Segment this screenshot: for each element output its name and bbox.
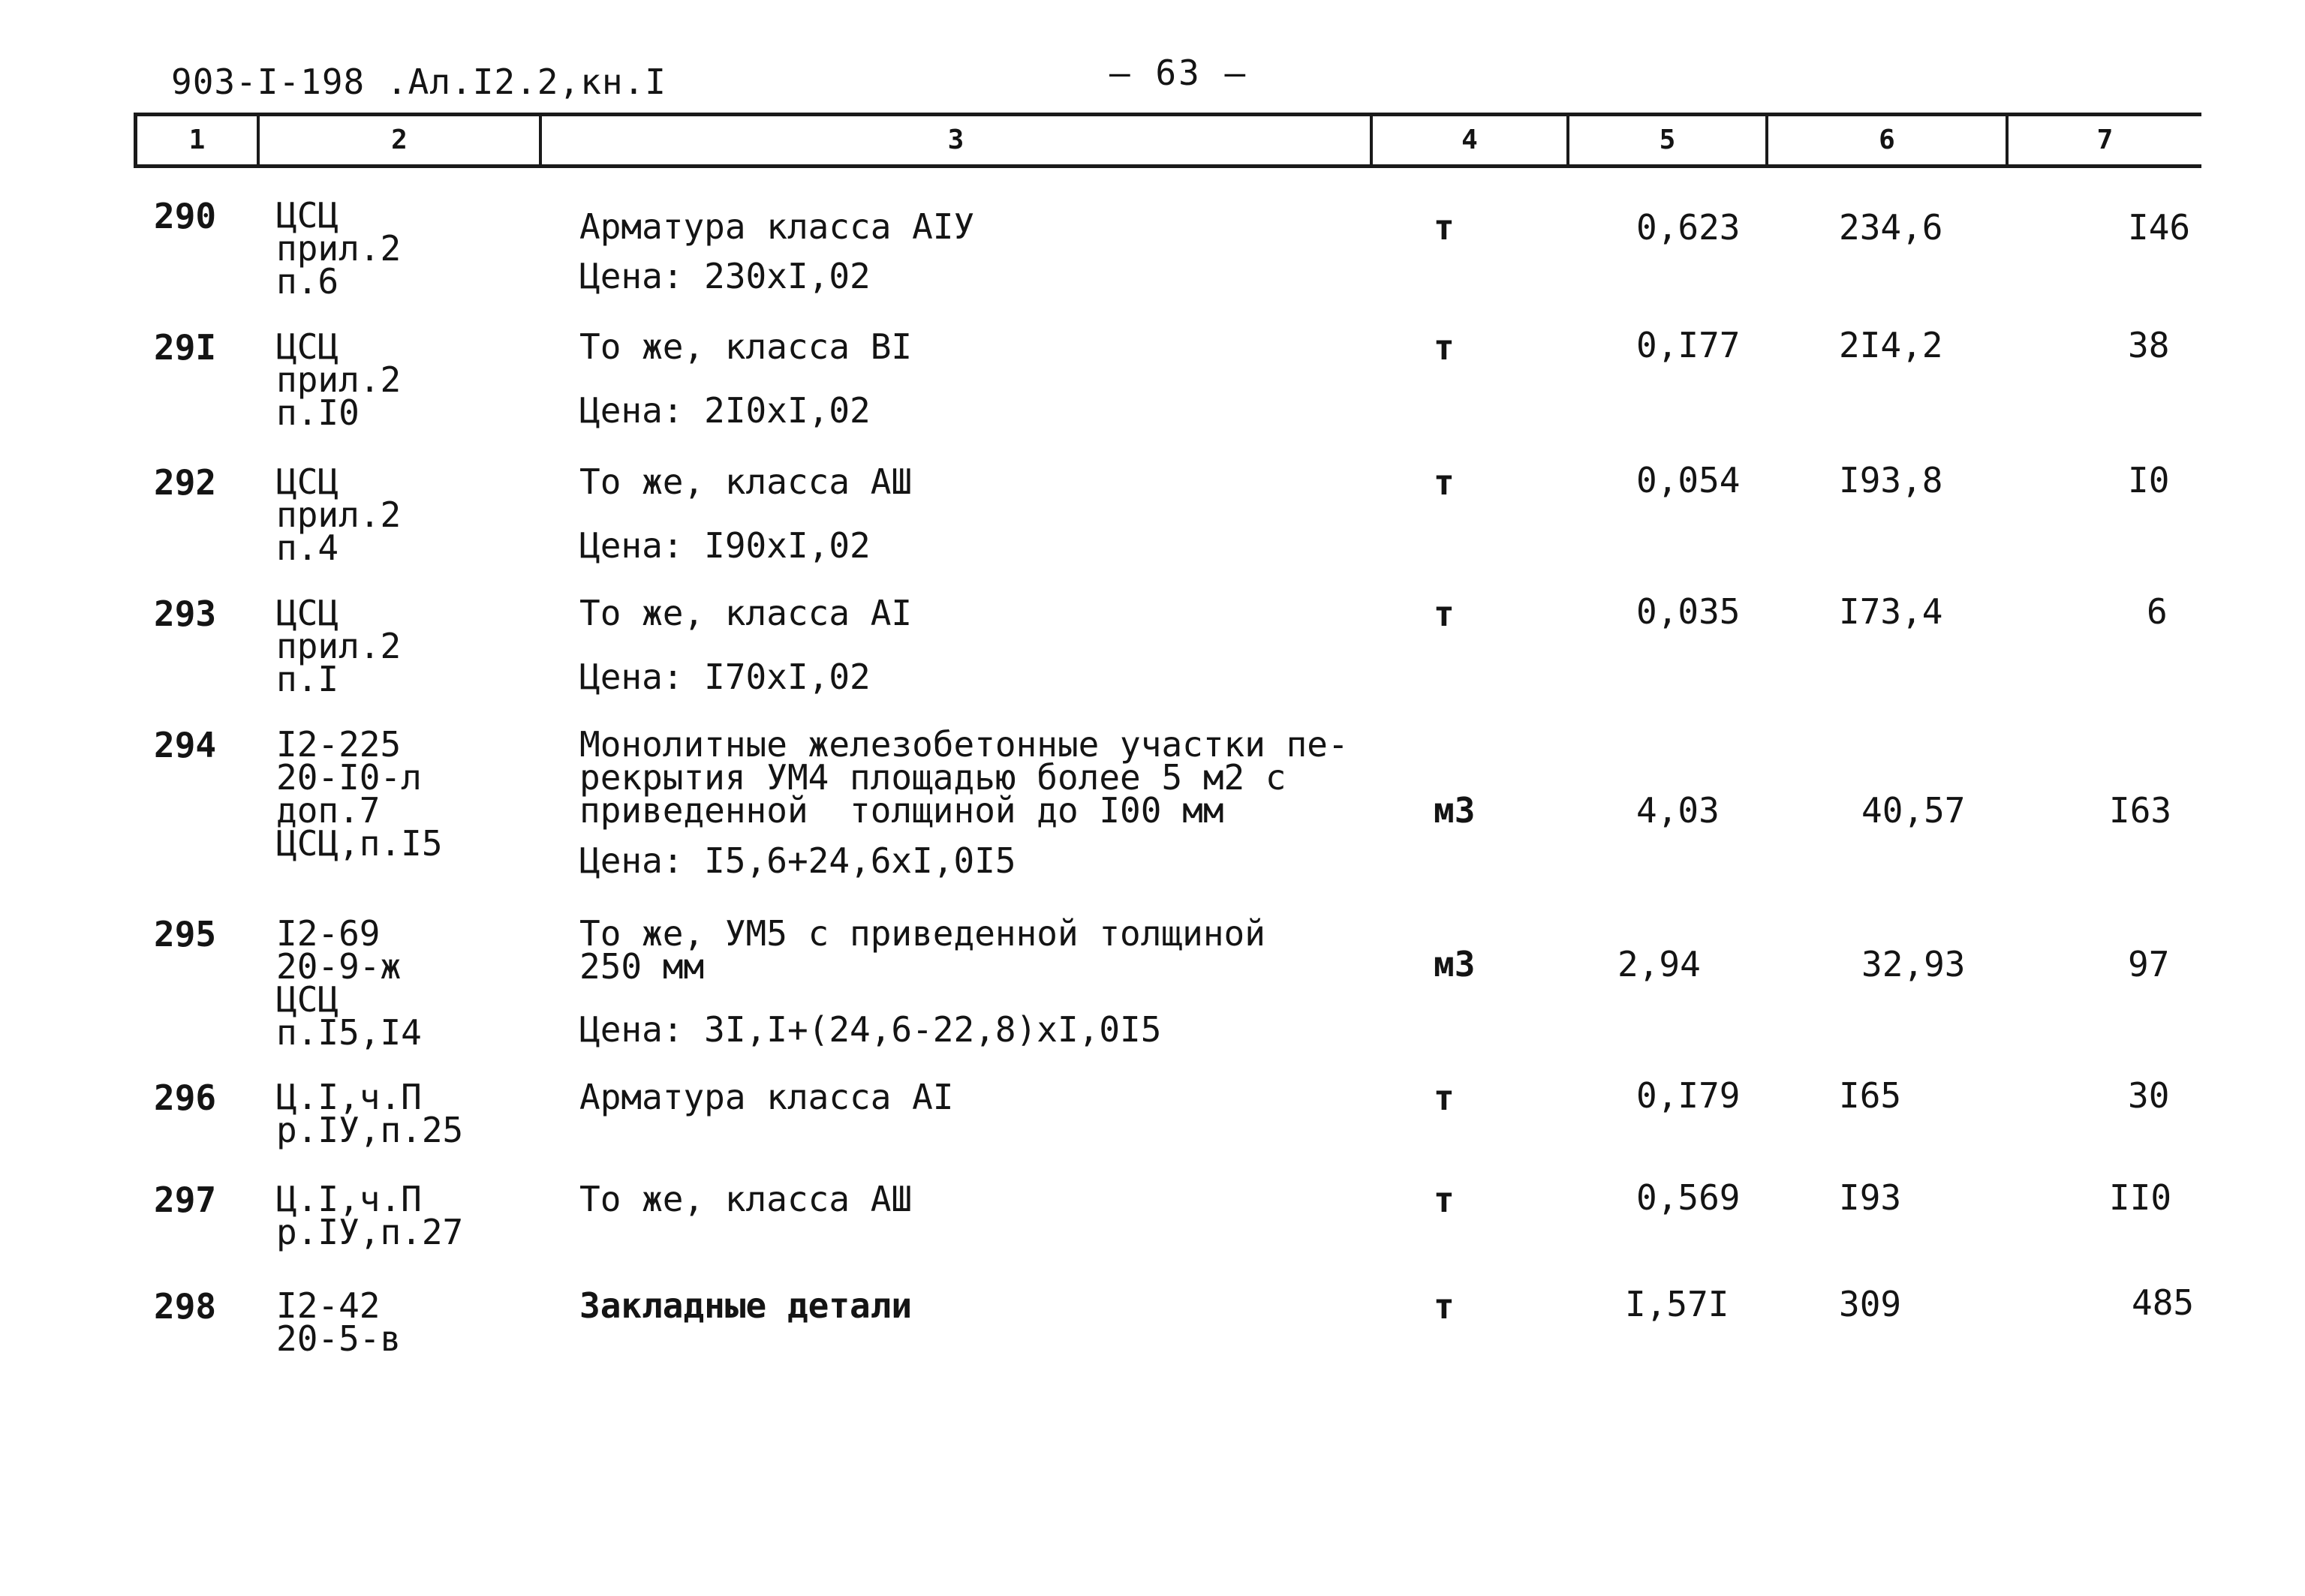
row-unit: т (1434, 327, 1455, 368)
row-price-formula: Цена: 3I,I+(24,6-22,8)xI,0I5 (579, 1009, 1162, 1050)
document-code: 903-I-198 .Ал.I2.2,кн.I (171, 62, 667, 102)
row-total: 38 (2128, 325, 2170, 365)
column-header-4: 4 (1373, 116, 1569, 164)
row-unit: т (1434, 1286, 1455, 1327)
row-reference: Ц.I,ч.П р.IУ,п.25 (276, 1077, 464, 1150)
row-total: 97 (2128, 944, 2170, 984)
row-total: 6 (2147, 591, 2168, 632)
row-number: 298 (154, 1286, 217, 1327)
row-price-formula: Цена: I90xI,02 (579, 525, 871, 566)
row-price-formula: Цена: 2I0xI,02 (579, 390, 871, 431)
row-unit: т (1434, 462, 1455, 503)
page-number: — 63 — (1109, 53, 1248, 93)
row-unit-price: 2I4,2 (1839, 325, 1943, 365)
row-unit: м3 (1434, 944, 1476, 984)
row-unit-price: I93 (1839, 1177, 1902, 1218)
row-quantity: 0,623 (1636, 207, 1741, 248)
row-quantity: 0,569 (1636, 1177, 1741, 1218)
row-unit-price: I93,8 (1839, 460, 1943, 500)
row-unit: т (1434, 1078, 1455, 1118)
column-header-6: 6 (1768, 116, 2009, 164)
row-reference: ЦСЦ прил.2 п.6 (276, 195, 402, 302)
column-header-2: 2 (260, 116, 542, 164)
row-reference: ЦСЦ прил.2 п.I0 (276, 326, 402, 433)
column-header-3: 3 (542, 116, 1373, 164)
row-description: То же, УМ5 с приведенной толщиной 250 мм (579, 913, 1265, 987)
row-unit: м3 (1434, 790, 1476, 831)
row-unit: т (1434, 1180, 1455, 1220)
column-header-5: 5 (1569, 116, 1768, 164)
row-description: То же, класса AШ (579, 1179, 913, 1219)
row-number: 294 (154, 725, 217, 765)
row-description: То же, класса AI (579, 593, 913, 633)
row-unit-price: I73,4 (1839, 591, 1943, 632)
row-total: I46 (2128, 207, 2191, 248)
row-number: 293 (154, 594, 217, 634)
row-reference: ЦСЦ прил.2 п.I (276, 593, 402, 699)
row-unit-price: 32,93 (1861, 944, 1966, 984)
row-quantity: 0,I79 (1636, 1075, 1741, 1116)
row-description: Монолитные железобетонные участки пе- рекрытия УМ4 площадью более 5 м2 с приведенной толщиной до I00 мм (579, 724, 1349, 831)
row-unit-price: I65 (1839, 1075, 1902, 1116)
column-header-1: 1 (137, 116, 260, 164)
row-quantity: 2,94 (1617, 944, 1701, 984)
row-unit-price: 309 (1839, 1284, 1902, 1324)
table-header-row (134, 113, 2201, 168)
row-description: Арматура класса AI (579, 1077, 954, 1117)
row-price-formula: Цена: I5,6+24,6xI,0I5 (579, 840, 1016, 881)
row-description: То же, класса BI (579, 326, 913, 367)
row-number: 295 (154, 914, 217, 954)
row-reference: ЦСЦ прил.2 п.4 (276, 461, 402, 568)
row-quantity: 0,035 (1636, 591, 1741, 632)
row-description: Закладные детали (579, 1285, 913, 1326)
row-reference: I2-69 20-9-ж ЦСЦ п.I5,I4 (276, 913, 422, 1053)
row-unit: т (1434, 207, 1455, 248)
row-reference: I2-225 20-I0-л доп.7 ЦСЦ,п.I5 (276, 724, 443, 864)
row-reference: I2-42 20-5-в (276, 1285, 402, 1359)
row-price-formula: Цена: 230xI,02 (579, 256, 871, 296)
row-quantity: 0,I77 (1636, 325, 1741, 365)
row-price-formula: Цена: I70xI,02 (579, 657, 871, 697)
row-number: 290 (154, 196, 217, 236)
row-unit: т (1434, 594, 1455, 634)
row-total: 485 (2132, 1282, 2195, 1323)
row-total: 30 (2128, 1075, 2170, 1116)
row-description: То же, класса AШ (579, 461, 913, 502)
row-total: I63 (2109, 790, 2172, 831)
row-reference: Ц.I,ч.П р.IУ,п.27 (276, 1179, 464, 1252)
row-number: 292 (154, 462, 217, 503)
row-quantity: 4,03 (1636, 790, 1720, 831)
row-unit-price: 234,6 (1839, 207, 1943, 248)
row-number: 297 (154, 1180, 217, 1220)
row-number: 296 (154, 1078, 217, 1118)
column-header-7: 7 (2096, 125, 2114, 155)
row-quantity: I,57I (1625, 1284, 1729, 1324)
row-description: Арматура класса AIУ (579, 206, 975, 247)
row-quantity: 0,054 (1636, 460, 1741, 500)
row-total: I0 (2128, 460, 2170, 500)
row-unit-price: 40,57 (1861, 790, 1966, 831)
row-total: II0 (2109, 1177, 2172, 1218)
row-number: 29I (154, 327, 217, 368)
